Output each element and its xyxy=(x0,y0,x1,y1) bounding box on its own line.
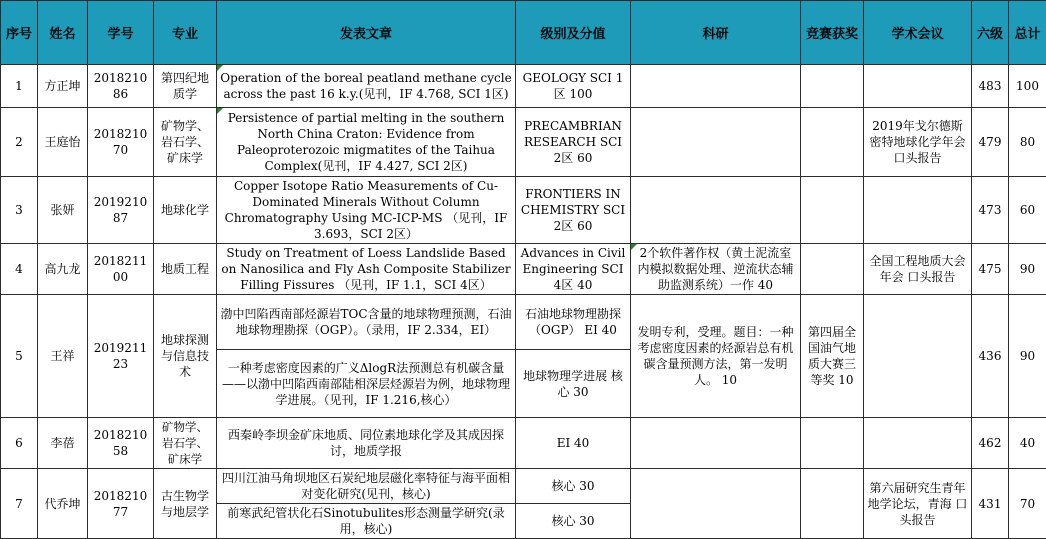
cell-level: PRECAMBRIAN RESEARCH SCI 2区 60 xyxy=(516,108,631,177)
cell-total: 100 xyxy=(1009,65,1046,108)
header-articles: 发表文章 xyxy=(217,1,516,65)
cell-award xyxy=(801,108,864,177)
cell-level: GEOLOGY SCI 1区 100 xyxy=(516,65,631,108)
cell-seq: 6 xyxy=(1,418,38,469)
cell-major: 地质工程 xyxy=(154,244,217,295)
table-row xyxy=(1,177,1046,244)
cell-cet6: 462 xyxy=(972,418,1009,469)
cell-level: Advances in Civil Engineering SCI 4区 40 xyxy=(516,244,631,295)
cell-article: 一种考虑密度因素的广义ΔlogR法预测总有机碳含量——以渤中凹陷西南部陆相深层烃源岩为例，地球物理学进展。（见刊，IF 1.216,核心） xyxy=(217,350,516,418)
cell-research xyxy=(631,418,801,469)
cell-major: 地球化学 xyxy=(154,177,217,244)
header-level: 级别及分值 xyxy=(516,1,631,65)
cell-student-id: 201821077 xyxy=(88,469,154,539)
table-row xyxy=(1,65,1046,108)
cell-research xyxy=(631,108,801,177)
cell-cet6: 483 xyxy=(972,65,1009,108)
cell-major: 第四纪地质学 xyxy=(154,65,217,108)
cell-level: FRONTIERS IN CHEMISTRY SCI 2区 60 xyxy=(516,177,631,244)
cell-student-id: 201821070 xyxy=(88,108,154,177)
header-research: 科研 xyxy=(631,1,801,65)
cell-total: 90 xyxy=(1009,244,1046,295)
cell-seq: 4 xyxy=(1,244,38,295)
cell-seq: 3 xyxy=(1,177,38,244)
cell-level: 核心 30 xyxy=(516,504,631,539)
cell-level: 核心 30 xyxy=(516,469,631,504)
cell-seq: 2 xyxy=(1,108,38,177)
cell-article: 四川江油马角坝地区石炭纪地层磁化率特征与海平面相对变化研究(见刊，核心) xyxy=(217,469,516,504)
cell-total: 40 xyxy=(1009,418,1046,469)
header-row xyxy=(1,1,1046,65)
cell-level: 石油地球物理勘探（OGP） EI 40 xyxy=(516,295,631,350)
cell-article: 渤中凹陷西南部烃源岩TOC含量的地球物理预测，石油地球物理勘探（OGP）。（录用，IF 2.334，EI） xyxy=(217,295,516,350)
cell-award xyxy=(801,65,864,108)
table-row xyxy=(1,295,1046,350)
cell-conference: 第六届研究生青年地学论坛，青海 口头报告 xyxy=(864,469,972,539)
cell-conference xyxy=(864,295,972,418)
cell-conference xyxy=(864,418,972,469)
cell-award: 第四届全国油气地质大赛三等奖 10 xyxy=(801,295,864,418)
cell-conference: 2019年戈尔德斯密特地球化学年会 口头报告 xyxy=(864,108,972,177)
table-row xyxy=(1,418,1046,469)
cell-article: Persistence of partial melting in the southern North China Craton: Evidence from Paleoproterozoic migmatites of the Taihua Complex(见刊，IF 4.427, SCI 2区) xyxy=(217,108,516,177)
cell-cet6: 436 xyxy=(972,295,1009,418)
cell-name: 代乔坤 xyxy=(38,469,88,539)
cell-student-id: 201921123 xyxy=(88,295,154,418)
cell-student-id: 201921087 xyxy=(88,177,154,244)
header-conference: 学术会议 xyxy=(864,1,972,65)
header-seq: 序号 xyxy=(1,1,38,65)
header-total: 总计 xyxy=(1009,1,1046,65)
cell-name: 张妍 xyxy=(38,177,88,244)
cell-research xyxy=(631,469,801,539)
cell-name: 方正坤 xyxy=(38,65,88,108)
header-cet6: 六级 xyxy=(972,1,1009,65)
cell-research: 2个软件著作权（黄土泥流室内模拟数据处理、逆流状态辅助监测系统）一作 40 xyxy=(631,244,801,295)
cell-seq: 5 xyxy=(1,295,38,418)
cell-level: 地球物理学进展 核心 30 xyxy=(516,350,631,418)
cell-article: 西秦岭李坝金矿床地质、同位素地球化学及其成因探讨，地质学报 xyxy=(217,418,516,469)
cell-conference: 全国工程地质大会年会 口头报告 xyxy=(864,244,972,295)
cell-cet6: 475 xyxy=(972,244,1009,295)
cell-name: 高九龙 xyxy=(38,244,88,295)
cell-student-id: 201821086 xyxy=(88,65,154,108)
cell-article: Study on Treatment of Loess Landslide Based on Nanosilica and Fly Ash Composite Stabilizer Filling Fissures （见刊，IF 1.1，SCI 4区） xyxy=(217,244,516,295)
cell-research xyxy=(631,65,801,108)
cell-level: EI 40 xyxy=(516,418,631,469)
cell-article: Operation of the boreal peatland methane cycle across the past 16 k.y.(见刊，IF 4.768, SCI 1区) xyxy=(217,65,516,108)
cell-name: 王祥 xyxy=(38,295,88,418)
cell-research xyxy=(631,177,801,244)
cell-major: 地球探测与信息技术 xyxy=(154,295,217,418)
cell-total: 90 xyxy=(1009,295,1046,418)
cell-name: 李蓓 xyxy=(38,418,88,469)
cell-cet6: 479 xyxy=(972,108,1009,177)
header-awards: 竞赛获奖 xyxy=(801,1,864,65)
cell-article: Copper Isotope Ratio Measurements of Cu-Dominated Minerals Without Column Chromatography Using MC-ICP-MS （见刊，IF 3.693，SCI 2区） xyxy=(217,177,516,244)
table-row xyxy=(1,469,1046,504)
header-name: 姓名 xyxy=(38,1,88,65)
header-major: 专业 xyxy=(154,1,217,65)
cell-name: 王庭怡 xyxy=(38,108,88,177)
header-student-id: 学号 xyxy=(88,1,154,65)
cell-major: 矿物学、岩石学、矿床学 xyxy=(154,418,217,469)
table-row xyxy=(1,244,1046,295)
cell-total: 80 xyxy=(1009,108,1046,177)
cell-major: 古生物学与地层学 xyxy=(154,469,217,539)
cell-award xyxy=(801,469,864,539)
table-row xyxy=(1,108,1046,177)
cell-student-id: 201821100 xyxy=(88,244,154,295)
cell-conference xyxy=(864,177,972,244)
cell-cet6: 431 xyxy=(972,469,1009,539)
cell-total: 70 xyxy=(1009,469,1046,539)
cell-total: 60 xyxy=(1009,177,1046,244)
cell-research: 发明专利，受理。题目：一种考虑密度因素的烃源岩总有机碳含量预测方法，第一发明人。 10 xyxy=(631,295,801,418)
cell-award xyxy=(801,244,864,295)
cell-award xyxy=(801,418,864,469)
cell-cet6: 473 xyxy=(972,177,1009,244)
cell-seq: 7 xyxy=(1,469,38,539)
cell-article: 前寒武纪管状化石Sinotubulites形态测量学研究(录用，核心) xyxy=(217,504,516,539)
cell-conference xyxy=(864,65,972,108)
cell-seq: 1 xyxy=(1,65,38,108)
cell-student-id: 201821058 xyxy=(88,418,154,469)
cell-award xyxy=(801,177,864,244)
cell-major: 矿物学、岩石学、矿床学 xyxy=(154,108,217,177)
